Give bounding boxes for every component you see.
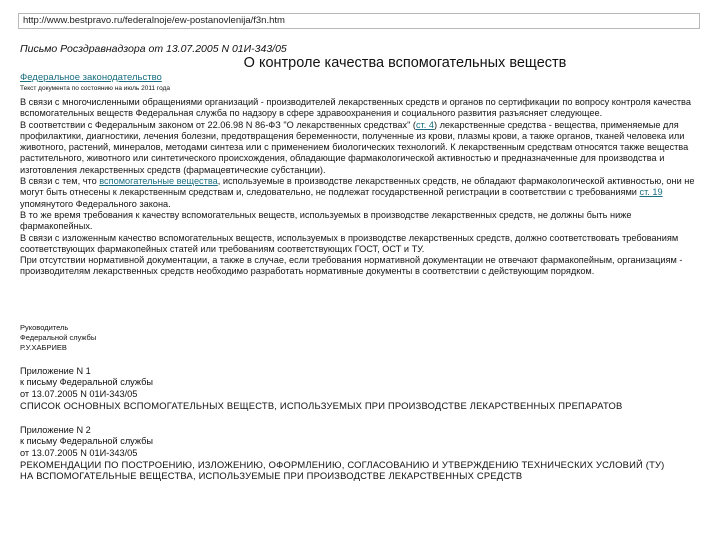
paragraph-2 <box>20 120 700 176</box>
signature-agency: Федеральной службы <box>20 333 97 342</box>
article-19-link[interactable]: ст. 19 <box>639 187 663 198</box>
paragraph-3-text-a: В связи с тем, что <box>20 176 100 187</box>
letter-reference: Письмо Росздравнадзора от 13.07.2005 N 01И-343/05 <box>20 43 287 55</box>
signature-name: Р.У.ХАБРИЕВ <box>20 343 67 352</box>
paragraph-3-text-c: упомянутого Федерального закона. <box>20 198 171 209</box>
paragraph-1: В связи с многочисленными обращениями организаций - производителей лекарственных средств и органов по сертификации по вопросу контроля качества вспомогательных веществ Федеральная служба по надзору в сфере здравоохранения и социального развития разъясняет следующее. <box>20 97 691 119</box>
appendix-2-number: Приложение N 2 <box>20 425 91 435</box>
appendix-2 <box>20 425 664 481</box>
paragraph-6: При отсутствии нормативной документации, а также в случае, если требования нормативной документации не отвечают фармакопейным, организациям - производителям лекарственных средств необходимо разработать нормативные документы в соответствии с действующим порядком. <box>20 255 683 277</box>
paragraph-3-text-b: , используемые в производстве лекарственных средств, не обладают фармакологической активностью, они не могут быть отнесены к лекарственным средствам и, следовательно, не подлежат государственной регистрации в соответствии с требованиями <box>20 176 695 198</box>
paragraph-5: В связи с изложенным качество вспомогательных веществ, используемых в производстве лекарственных средств, должно соответствовать требованиям соответствующих фармакопейных статей или требованиям соответствующих ГОСТ, ОСТ и ТУ. <box>20 232 679 254</box>
paragraph-2-text-b: ) лекарственные средства - вещества, применяемые для профилактики, диагностики, лечения болезни, предотвращения беременности, полученные из крови, плазмы крови, а также органов, тканей человека или животного, растений, минералов, методами синтеза или с применением биологических технологий. К лекарственным средствам относятся также вещества растительного, животного или синтетического происхождения, обладающие фармакологической активностью и предназначенные для производства и изготовления лекарственных средств (фармацевтические субстанции). <box>20 119 689 175</box>
appendix-1 <box>20 366 622 411</box>
appendix-1-number: Приложение N 1 <box>20 366 91 376</box>
breadcrumb-link[interactable]: Федеральное законодательство <box>20 72 162 83</box>
signature-block <box>20 323 96 353</box>
document-state-note: Текст документа по состоянию на июль 2011 года <box>20 85 170 92</box>
paragraph-2-text-a: В соответствии с Федеральным законом от 22.06.98 N 86-ФЗ "О лекарственных средствах" ( <box>20 119 416 130</box>
appendix-1-date: от 13.07.2005 N 01И-343/05 <box>20 388 138 399</box>
appendix-2-letter: к письму Федеральной службы <box>20 436 153 447</box>
appendix-2-caption-line-2: НА ВСПОМОГАТЕЛЬНЫЕ ВЕЩЕСТВА, ИСПОЛЬЗУЕМЫЕ ПРИ ПРОИЗВОДСТВЕ ЛЕКАРСТВЕННЫХ СРЕДСТВ <box>20 470 523 482</box>
page-title <box>0 55 720 71</box>
url-field[interactable]: http://www.bestpravo.ru/federalnoje/ew-postanovlenija/f3n.htm <box>18 13 700 29</box>
article-4-link[interactable]: ст. 4 <box>415 119 434 130</box>
document-body <box>20 97 700 278</box>
appendix-2-caption-line-1: РЕКОМЕНДАЦИИ ПО ПОСТРОЕНИЮ, ИЗЛОЖЕНИЮ, ОФОРМЛЕНИЮ, СОГЛАСОВАНИЮ И УТВЕРЖДЕНИЮ ТЕХНИЧЕСКИХ УСЛОВИЙ (ТУ) <box>20 458 665 470</box>
appendix-1-caption: СПИСОК ОСНОВНЫХ ВСПОМОГАТЕЛЬНЫХ ВЕЩЕСТВ, ИСПОЛЬЗУЕМЫХ ПРИ ПРОИЗВОДСТВЕ ЛЕКАРСТВЕННЫХ ПРЕПАРАТОВ <box>20 399 623 411</box>
paragraph-4: В то же время требования к качеству вспомогательных веществ, используемых в производстве лекарственных средств, не должны быть ниже фармакопейных. <box>20 209 632 232</box>
signature-position: Руководитель <box>20 323 69 332</box>
page-title-text: О контроле качества вспомогательных веществ <box>243 55 567 71</box>
excipients-link[interactable]: вспомогательные вещества <box>99 176 218 187</box>
appendix-2-date: от 13.07.2005 N 01И-343/05 <box>20 447 138 458</box>
paragraph-3 <box>20 176 700 210</box>
appendix-1-letter: к письму Федеральной службы <box>20 377 153 388</box>
